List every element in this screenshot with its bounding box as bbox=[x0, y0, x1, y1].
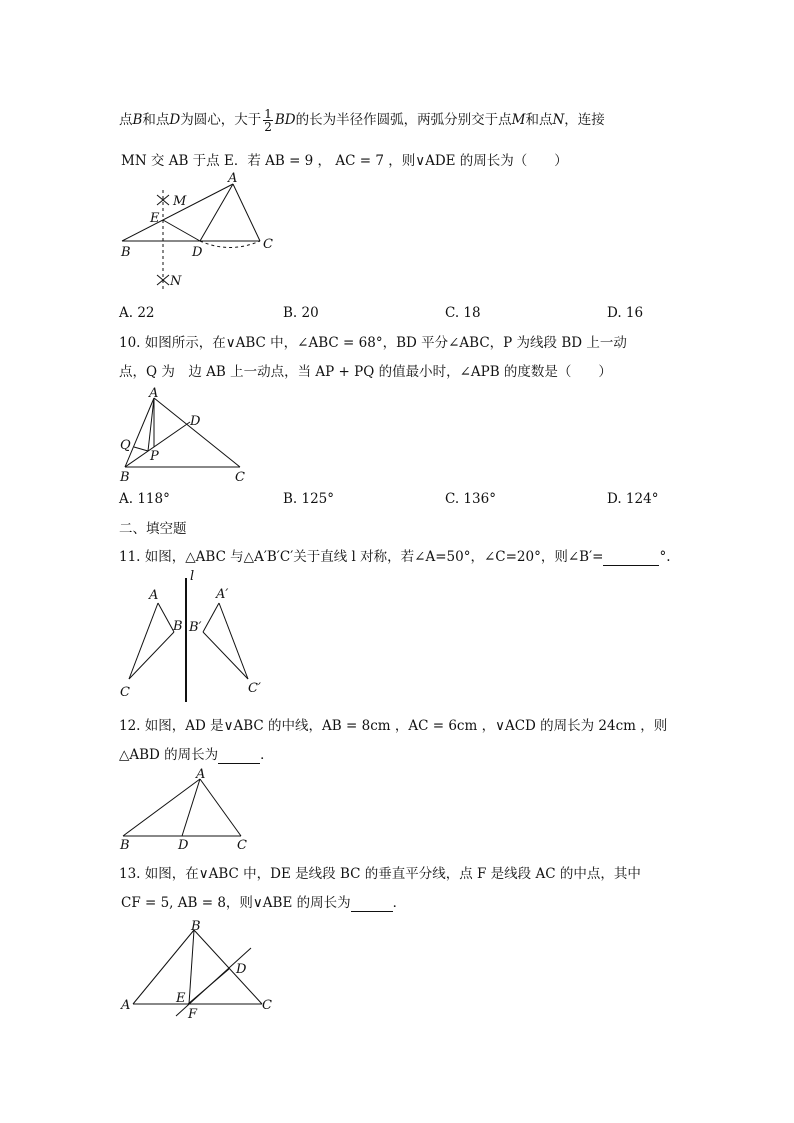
label-B: B bbox=[121, 245, 131, 260]
q10-line2: 点，Q 为 边 AB 上一动点，当 AP + PQ 的值最小时，∠APB 的度数是（ ） bbox=[119, 364, 612, 380]
q9-text: 点 bbox=[119, 112, 133, 128]
label-E: E bbox=[176, 991, 186, 1006]
label-A: A bbox=[149, 588, 159, 603]
q9-var: BD bbox=[274, 112, 296, 128]
q9-text: ，连接 bbox=[564, 112, 605, 128]
q9-text: 的长为半径作圆弧，两弧分别交于点 bbox=[295, 112, 512, 128]
label-C: C bbox=[235, 470, 245, 485]
label-A: A bbox=[196, 767, 206, 782]
answer-blank[interactable] bbox=[603, 549, 659, 566]
label-A: A bbox=[228, 171, 238, 186]
q12-figure bbox=[110, 765, 260, 855]
label-N: N bbox=[170, 274, 182, 289]
label-D: D bbox=[236, 962, 247, 977]
q10-option-a[interactable]: A. 118° bbox=[119, 491, 170, 507]
q10-line1: 10. 如图所示，在∨ABC 中，∠ABC = 68°，BD 平分∠ABC，P 为线段 BD 上一动 bbox=[119, 335, 627, 351]
fraction-one-half: $\frac{1}{2}$ bbox=[264, 107, 272, 134]
q11-figure bbox=[110, 568, 280, 708]
q13-figure bbox=[110, 915, 285, 1025]
label-C: C bbox=[237, 838, 247, 853]
q9-var: B bbox=[132, 112, 143, 128]
label-C: C bbox=[263, 237, 273, 252]
q9-figure bbox=[110, 170, 300, 295]
label-C: C bbox=[120, 685, 130, 700]
label-A: A bbox=[149, 386, 159, 401]
q12-text: △ABD 的周长为 bbox=[119, 747, 219, 763]
q9-option-b[interactable]: B. 20 bbox=[283, 305, 319, 321]
label-P: P bbox=[150, 449, 159, 464]
label-B: B bbox=[120, 470, 130, 485]
answer-blank[interactable] bbox=[218, 747, 260, 764]
label-E: E bbox=[150, 211, 160, 226]
q10-figure bbox=[110, 385, 260, 485]
q9-var: N bbox=[552, 112, 565, 128]
q9-option-c[interactable]: C. 18 bbox=[445, 305, 481, 321]
label-C: C bbox=[262, 998, 272, 1013]
label-Q: Q bbox=[120, 438, 131, 453]
q9-var: D bbox=[169, 112, 181, 128]
q10-option-c[interactable]: C. 136° bbox=[445, 491, 496, 507]
label-C-prime: C′ bbox=[248, 681, 261, 696]
label-D: D bbox=[192, 245, 203, 260]
q11-suffix: °. bbox=[659, 549, 671, 565]
label-M: M bbox=[173, 194, 187, 209]
q9-text: 为圆心，大于 bbox=[180, 112, 262, 128]
q12-line2 bbox=[119, 743, 274, 764]
q13-line1: 13. 如图，在∨ABC 中，DE 是线段 BC 的垂直平分线，点 F 是线段 AC 的中点，其中 bbox=[119, 866, 641, 882]
label-F: F bbox=[188, 1007, 198, 1022]
section-heading: 二、填空题 bbox=[119, 521, 187, 537]
q9-option-a[interactable]: A. 22 bbox=[119, 305, 155, 321]
q9-line2: MN 交 AB 于点 E．若 AB = 9 ， AC = 7 ，则∨ADE 的周长为（ ） bbox=[121, 153, 568, 169]
q10-option-d[interactable]: D. 124° bbox=[607, 491, 659, 507]
q10-option-b[interactable]: B. 125° bbox=[283, 491, 335, 507]
q13-suffix: ． bbox=[392, 895, 407, 911]
answer-blank[interactable] bbox=[351, 895, 393, 912]
q13-text: CF = 5, AB = 8，则∨ABE 的周长为 bbox=[121, 895, 351, 911]
label-A: A bbox=[121, 998, 131, 1013]
label-A-prime: A′ bbox=[216, 587, 229, 602]
q9-text: 和点 bbox=[525, 112, 553, 128]
label-l: l bbox=[190, 569, 195, 584]
q13-line2 bbox=[121, 891, 406, 912]
label-B-prime: B′ bbox=[189, 620, 202, 635]
label-D: D bbox=[190, 414, 201, 429]
label-B: B bbox=[120, 838, 130, 853]
q9-text: 和点 bbox=[142, 112, 170, 128]
label-D: D bbox=[178, 838, 189, 853]
q9-option-d[interactable]: D. 16 bbox=[607, 305, 644, 321]
q12-line1: 12. 如图，AD 是∨ABC 的中线，AB = 8cm ，AC = 6cm ，∨ACD 的周长为 24cm ，则 bbox=[119, 718, 668, 734]
q12-suffix: ． bbox=[260, 747, 274, 763]
q9-var: M bbox=[511, 112, 526, 128]
q11-line bbox=[119, 545, 671, 566]
q9-line1 bbox=[119, 108, 605, 133]
q11-text: 11. 如图，△ABC 与△A′B′C′关于直线 l 对称，若∠A=50°，∠C=20°，则∠B′= bbox=[119, 549, 604, 565]
label-B: B bbox=[173, 619, 183, 634]
label-B: B bbox=[191, 919, 201, 934]
